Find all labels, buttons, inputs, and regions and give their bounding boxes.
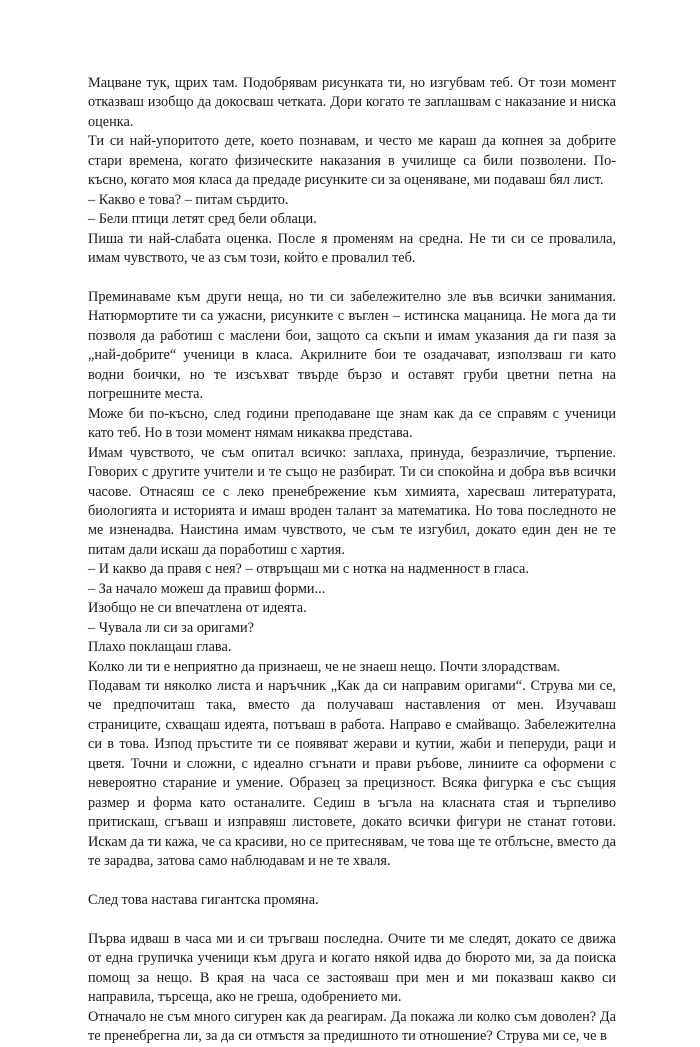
dialogue-line: – Бели птици летят сред бели облаци. [88, 211, 317, 228]
paragraph-spacer [88, 872, 616, 891]
paragraph: Изобщо не си впечатлена от идеята. [88, 600, 307, 617]
paragraph: Може би по-късно, след години преподаване ще знам как да се справям с ученици като теб. Но в този момент нямам никаква представа. [88, 405, 616, 442]
paragraph-spacer [88, 910, 616, 929]
dialogue-line: – За начало можеш да правиш форми... [88, 580, 326, 597]
paragraph: Подавам ти няколко листа и наръчник „Как да си направим оригами“. Струва ми се, че предпочиташ така, вместо да получаваш наставления от мен. Изучаваш страниците, схващаш идеята, потъваш в работа. Направо е смайващо. Забележителна си в това. Изпод пръстите ти се появяват жерави и кутии, жаби и пеперуди, раци и цветя. Точни и сложни, с идеално сгънати и прави ръбове, линиите са оформени с невероятно старание и умение. Образец за прецизност. Всяка фигурка е със същия размер и форма като останалите. Седиш в ъгъла на класната стая и търпеливо притискаш, сгъваш и изправяш листовете, докато всички фигури не станат готови. Искам да ти кажа, че са красиви, но се притеснявам, че това ще те отблъсне, вместо да те зарадва, затова само наблюдавам и не те хваля. [88, 678, 616, 870]
dialogue-line: – Какво е това? – питам сърдито. [88, 191, 289, 208]
paragraph-spacer [88, 269, 616, 288]
dialogue-line: – Чувала ли си за оригами? [88, 619, 254, 636]
paragraph: След това настава гигантска промяна. [88, 892, 319, 908]
paragraph: Ти си най-упоритото дете, което познавам, и често ме караш да копнея за добрите стари времена, когато физическите наказания в училище са били позволени. По-късно, когато моя класа да предаде рисунките си за оценяване, ми подаваш бял лист. [88, 133, 616, 189]
paragraph: Мацване тук, щрих там. Подобрявам рисунката ти, но изгубвам теб. От този момент отказваш изобщо да докосваш четката. Дори когато те заплашвам с наказание и ниска оценка. [88, 75, 616, 130]
paragraph: Преминаваме към други неща, но ти си забележително зле във всички занимания. Натюрмортите ти са ужасни, рисунките с въглен – истинска мацаница. Не мога да ти позволя да работиш с маслени бои, защото са скъпи и имам указания да ги пазя за „най-добрите“ ученици в класа. Акрилните бои те озадачават, използваш ги като водни боички, но те изсъхват твърде бързо и оставят груби цветни петна на погрешните места. [88, 288, 616, 403]
paragraph: Първа идваш в часа ми и си тръгваш последна. Очите ти ме следят, докато се движа от една групичка ученици към друга и когато някой идва до бюрото ми, за да поиска помощ за нещо. В края на часа се застояваш при мен и ми показваш какво си направила, търсеща, ако не греша, одобрението ми. [88, 930, 616, 1006]
paragraph: Плахо поклащаш глава. [88, 639, 232, 656]
dialogue-line: – И какво да правя с нея? – отвръщаш ми с нотка на надменност в гласа. [88, 561, 529, 578]
paragraph: Колко ли ти е неприятно да признаеш, че не знаеш нещо. Почти злорадствам. [88, 658, 561, 675]
paragraph: Имам чувството, че съм опитал всичко: заплаха, принуда, безразличие, търпение. Говорих с другите учители и те също не разбират. Ти си спокойна и добра във всички часове. Отнасяш се с леко пренебрежение към химията, харесваш литературата, биологията и историята и имаш вроден талант за математика. Но това последното не ме изненадва. Наистина имам чувството, че съм те изгубил, докато един ден не те питам дали искаш да поработиш с хартия. [88, 444, 616, 558]
paragraph: Пиша ти най-слабата оценка. После я променям на средна. Не ти си се провалила, имам чувството, че аз съм този, който е провалил теб. [88, 230, 616, 267]
document-body [88, 74, 616, 1047]
paragraph: Отначало не съм много сигурен как да реагирам. Да покажа ли колко съм доволен? Да те пренебрегна ли, за да си отмъстя за предишното ти отношение? Струва ми се, че в [88, 1008, 616, 1045]
